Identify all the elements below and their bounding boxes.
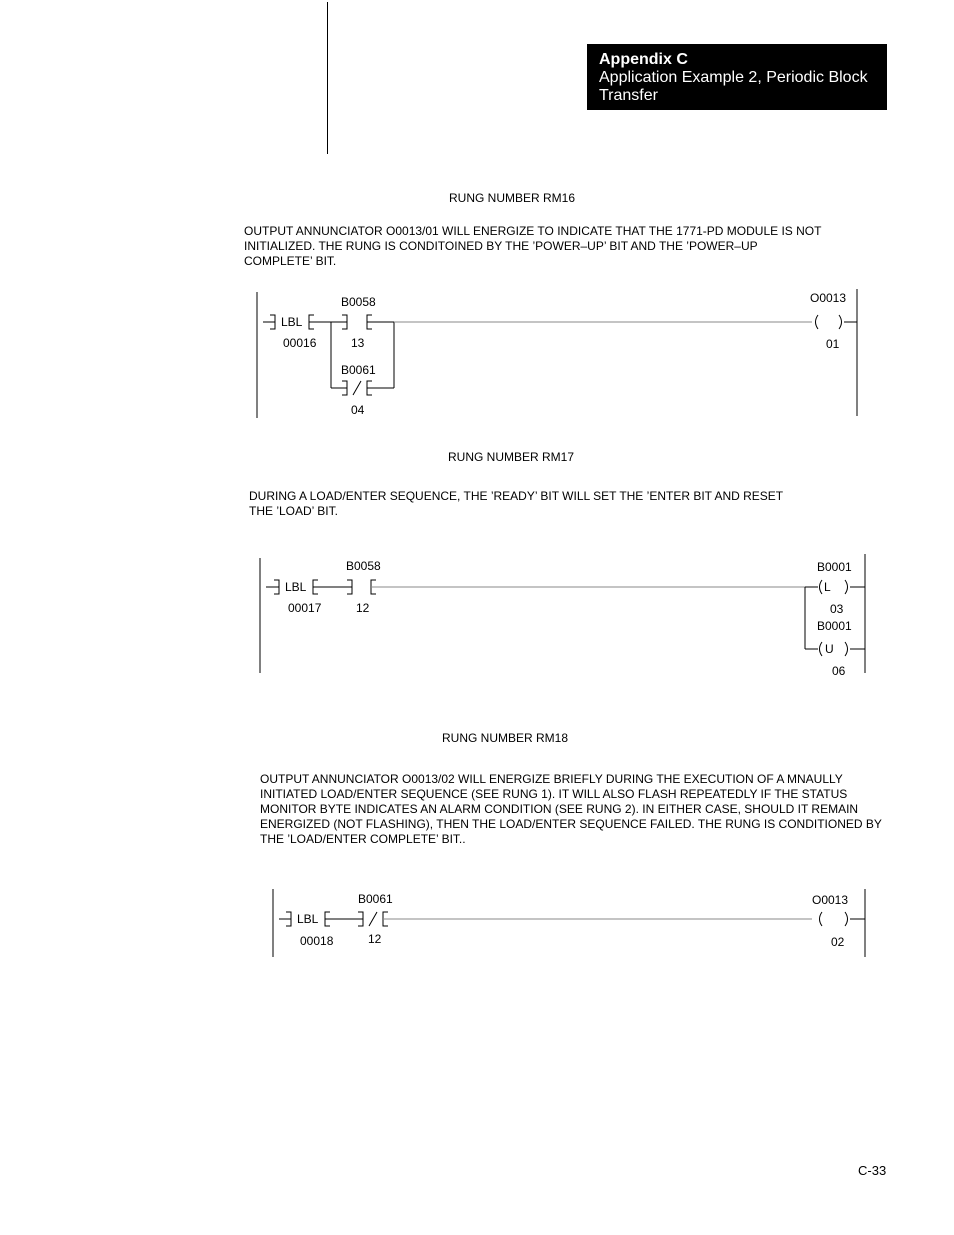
contact-bit: 12: [368, 932, 382, 946]
xio-contact: [331, 363, 394, 417]
output-coil: [810, 291, 857, 351]
contact-address: B0058: [346, 559, 381, 573]
lbl-instruction: [266, 580, 352, 615]
coil-bit: 06: [832, 664, 846, 678]
lbl-instruction: [263, 315, 331, 350]
rung-title-rm17: RUNG NUMBER RM17: [448, 450, 575, 464]
lbl-text: LBL: [285, 580, 307, 594]
rung-description-rm17: DURING A LOAD/ENTER SEQUENCE, THE ’READY’ BIT WILL SET THE ’ENTER BIT AND RESET THE ’LOAD’ BIT.: [249, 489, 783, 518]
lbl-number: 00018: [300, 934, 334, 948]
contact-bit: 13: [351, 336, 365, 350]
contact-bit: 12: [356, 601, 370, 615]
lbl-text: LBL: [297, 912, 319, 926]
contact-address: B0058: [341, 295, 376, 309]
rung-title-rm18: RUNG NUMBER RM18: [442, 731, 569, 745]
coil-bit: 01: [826, 337, 840, 351]
xic-contact: [331, 295, 394, 350]
appendix-title: Application Example 2, Periodic Block Transfer: [599, 69, 868, 104]
rung-description-rm18: OUTPUT ANNUNCIATOR O0013/02 WILL ENERGIZE BRIEFLY DURING THE EXECUTION OF A MNAULLY INITIATED LOAD/ENTER SEQUENCE (SEE RUNG 1). IT WILL ALSO FLASH REPEATEDLY IF THE STATUS MONITOR BYTE INDICATES AN ALARM CONDITION (SEE RUNG 2). IN EITHER CASE, SHOULD IT REMAIN ENERGIZED (NOT FLASHING), THEN THE LOAD/ENTER SEQUENCE FAILED. THE RUNG IS CONDITIONED BY THE ’LOAD/ENTER COMPLETE’ BIT..: [260, 772, 882, 846]
coil-bit: 03: [830, 602, 844, 616]
rung-description-rm16: OUTPUT ANNUNCIATOR O0013/01 WILL ENERGIZE TO INDICATE THAT THE 1771-PD MODULE IS NOT INITIALIZED. THE RUNG IS CONDITOINED BY THE ’POWER–UP’ BIT AND THE ’POWER–UP COMPLETE’ BIT.: [244, 224, 822, 268]
contact-bit: 04: [351, 403, 365, 417]
unlatch-coil: [805, 619, 865, 678]
coil-symbol: L: [824, 580, 831, 594]
latch-coil: [805, 560, 865, 616]
ladder-rung-rm17: [260, 554, 865, 678]
contact-address: B0061: [358, 892, 393, 906]
appendix-label: Appendix C: [599, 51, 688, 68]
coil-address: B0001: [817, 619, 852, 633]
coil-bit: 02: [831, 935, 845, 949]
contact-address: B0061: [341, 363, 376, 377]
lbl-text: LBL: [281, 315, 303, 329]
coil-address: O0013: [810, 291, 847, 305]
output-coil: [812, 893, 865, 949]
coil-symbol: U: [825, 642, 834, 656]
coil-address: O0013: [812, 893, 849, 907]
ladder-rung-rm16: [257, 289, 857, 418]
lbl-number: 00017: [288, 601, 322, 615]
lbl-instruction: [279, 912, 363, 948]
ladder-rung-rm18: [273, 889, 865, 957]
lbl-number: 00016: [283, 336, 317, 350]
coil-address: B0001: [817, 560, 852, 574]
rung-title-rm16: RUNG NUMBER RM16: [449, 191, 576, 205]
page-number: C-33: [858, 1163, 887, 1178]
